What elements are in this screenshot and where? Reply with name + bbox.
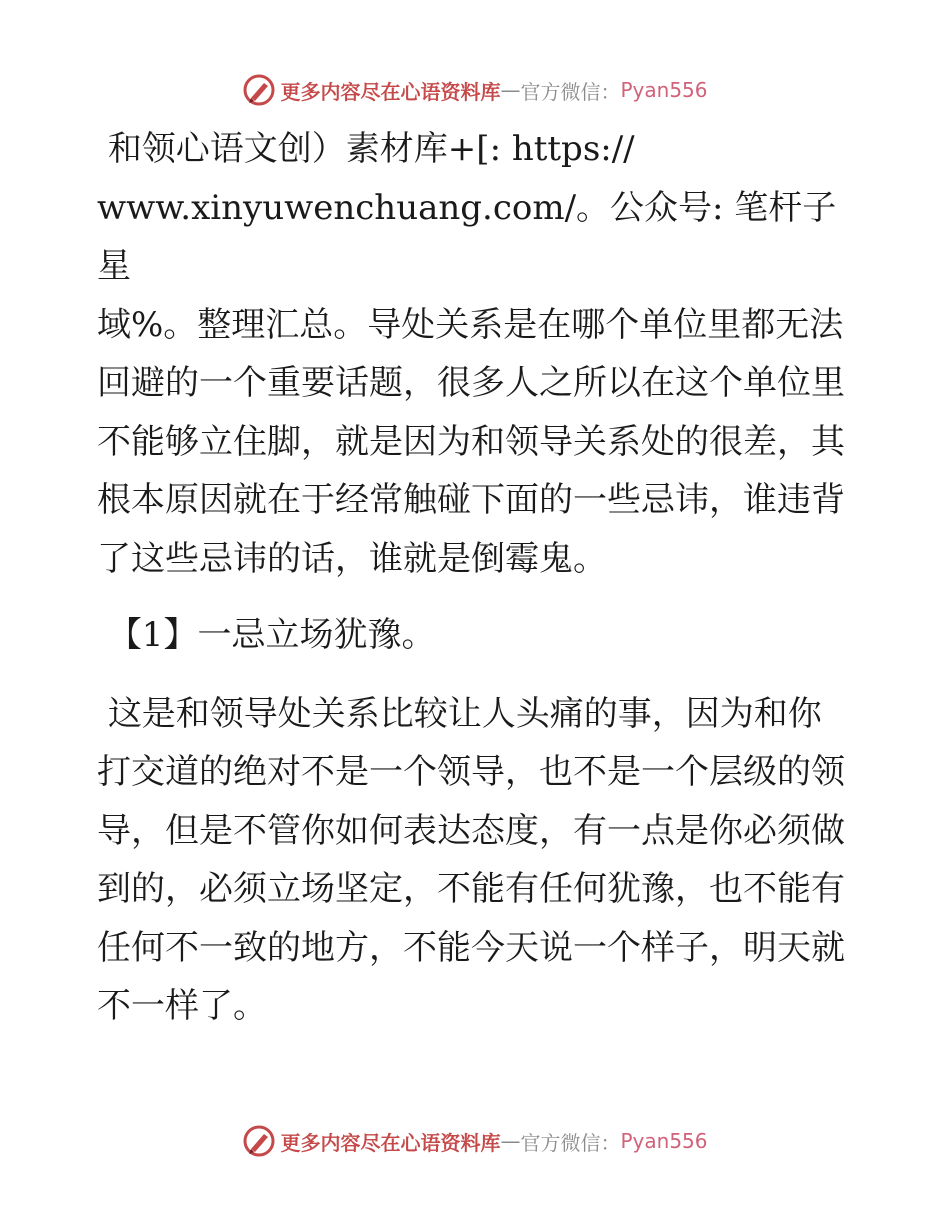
- banner-dash: —: [500, 78, 521, 102]
- pen-logo-icon: [242, 1124, 276, 1158]
- paragraph-intro: 和领心语文创）素材库+[: https:// www.xinyuwenchuang.com/。公众号: 笔杆子星 域%。整理汇总。导处关系是在哪个单位里都无法 回避的一个重要话题，很多人之所以在这个单位里 不能够立住脚，就是因为和领导关系处的很差，其 根本原因就在于经常触碰下面的一些忌讳，谁违背 了这些忌讳的话，谁就是倒霉鬼。: [97, 129, 845, 579]
- pen-logo-icon: [242, 73, 276, 107]
- paragraph-section-1: 这是和领导处关系比较让人头痛的事，因为和你 打交道的绝对不是一个领导，也不是一个层级的领 导，但是不管你如何表达态度，有一点是你必须做 到的，必须立场坚定，不能有任何犹豫，也不能有 任何不一致的地方，不能今天说一个样子，明天就 不一样了。: [97, 693, 845, 1026]
- footer-banner: [0, 1121, 950, 1161]
- header-banner: [0, 70, 950, 110]
- banner-dash: —: [500, 1129, 521, 1153]
- banner-wechat-id: Pyan556: [620, 78, 708, 102]
- banner-sub-text: 官方微信：: [520, 1130, 621, 1155]
- banner-wechat-id: Pyan556: [620, 1129, 708, 1153]
- document-body: [97, 120, 857, 1036]
- banner-sub-text: 官方微信：: [520, 79, 621, 104]
- banner-main-text: 更多内容尽在心语资料库: [280, 1130, 501, 1155]
- section-heading: 【1】一忌立场犹豫。: [97, 615, 436, 655]
- banner-main-text: 更多内容尽在心语资料库: [280, 79, 501, 104]
